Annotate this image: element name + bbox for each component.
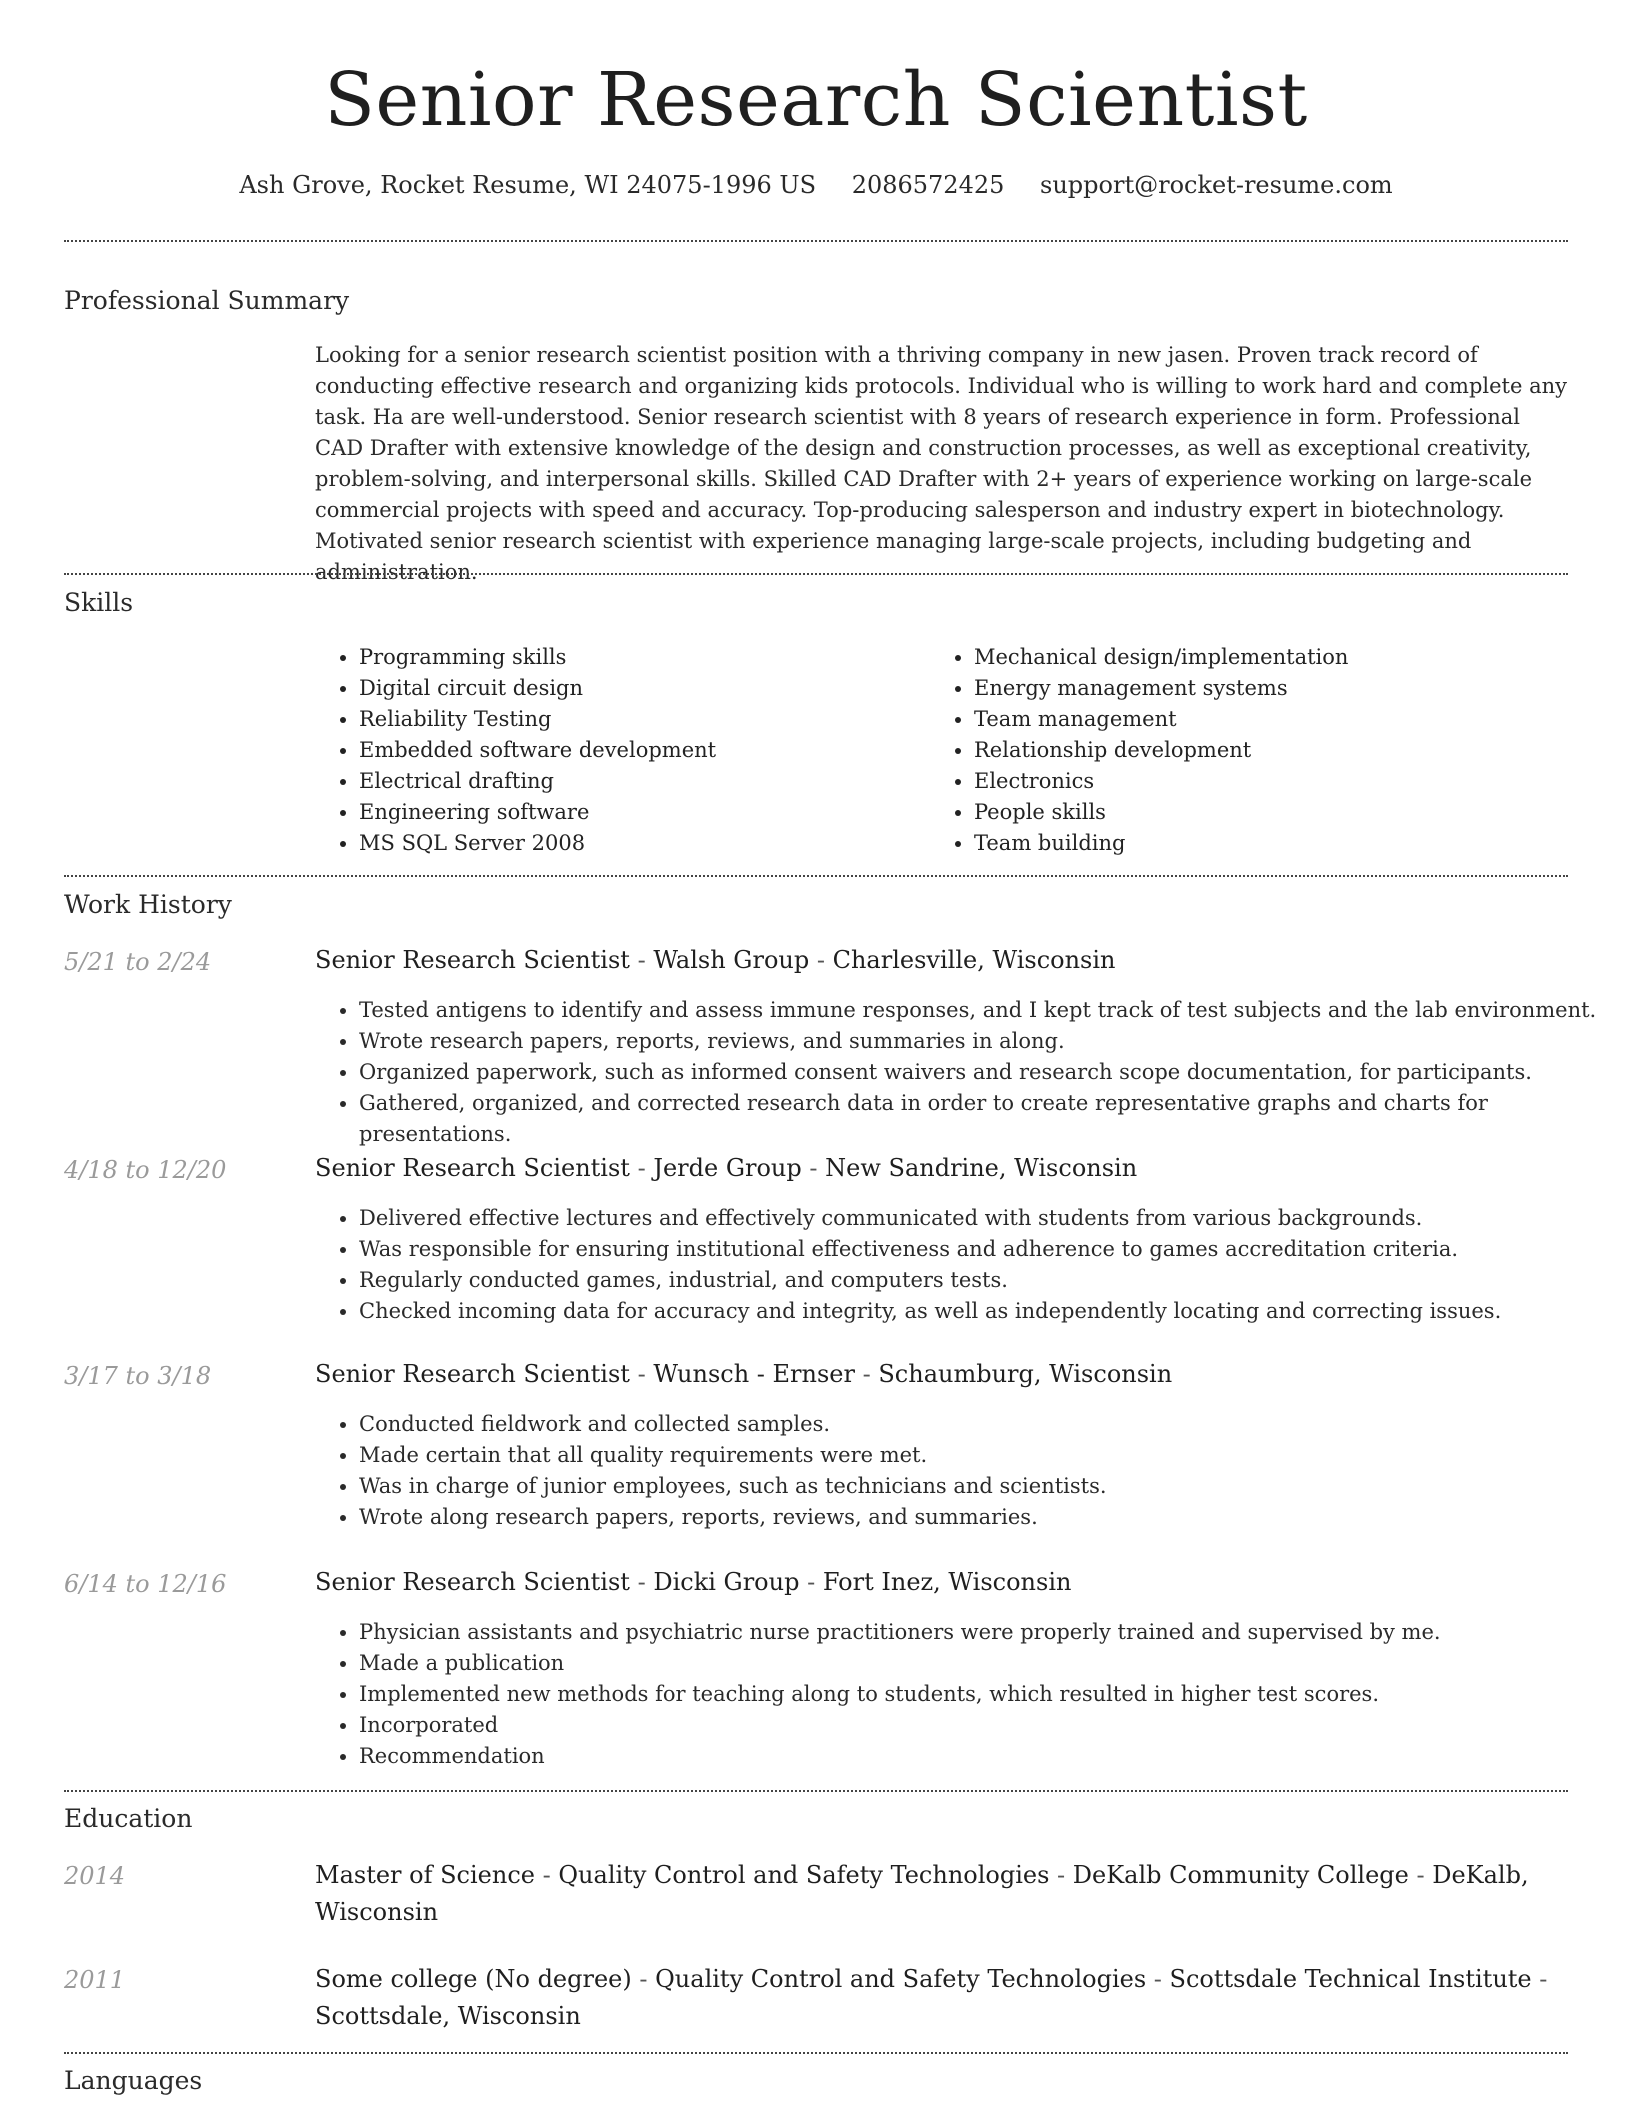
- education-school: Scottsdale Technical Institute: [1169, 1965, 1532, 1993]
- job-location: Charlesville, Wisconsin: [832, 946, 1116, 974]
- job-heading: [315, 942, 1568, 979]
- job-bullet: • Was in charge of junior employees, such as technicians and scientists.: [359, 1471, 1612, 1502]
- skills-list: [315, 642, 1568, 859]
- job-company: Walsh Group: [653, 946, 810, 974]
- education-location: DeKalb, Wisconsin: [315, 1861, 1529, 1926]
- education-field: Quality Control and Safety Technologies: [655, 1965, 1147, 1993]
- skill-item: • People skills: [974, 797, 1524, 828]
- section-title-work-history: Work History: [64, 890, 232, 919]
- skill-item: • Relationship development: [974, 735, 1524, 766]
- skill-item: • Team management: [974, 704, 1524, 735]
- job-title: Senior Research Scientist: [315, 946, 630, 974]
- separator: -: [816, 946, 833, 974]
- job-company: Wunsch - Ernser: [653, 1360, 855, 1388]
- skill-item: • Electrical drafting: [359, 766, 930, 797]
- job-company: Dicki Group: [653, 1568, 800, 1596]
- skill-item: • Team building: [974, 828, 1524, 859]
- skill-item: • Programming skills: [359, 642, 930, 673]
- skill-item: • Electronics: [974, 766, 1524, 797]
- skills-column-2: [930, 642, 1524, 859]
- job-heading: [315, 1150, 1568, 1187]
- skill-item: • Digital circuit design: [359, 673, 930, 704]
- job-bullet: • Organized paperwork, such as informed consent waivers and research scope documentation, for participants.: [359, 1057, 1612, 1088]
- separator: -: [1153, 1965, 1170, 1993]
- separator: -: [542, 1861, 559, 1889]
- education-year: 2014: [64, 1862, 126, 1890]
- job-bullet: • Incorporated: [359, 1710, 1612, 1741]
- resume-name: Senior Research Scientist: [324, 57, 1308, 143]
- job-title: Senior Research Scientist: [315, 1154, 630, 1182]
- divider: [64, 1790, 1568, 1792]
- separator: -: [809, 1154, 826, 1182]
- job-dates: 4/18 to 12/20: [64, 1156, 227, 1184]
- job-bullets: [315, 1617, 1612, 1772]
- separator: -: [1539, 1965, 1548, 1993]
- separator: -: [1057, 1861, 1073, 1889]
- skill-item: • Reliability Testing: [359, 704, 930, 735]
- separator: -: [637, 946, 654, 974]
- education-year: 2011: [64, 1966, 126, 1994]
- job-heading: [315, 1564, 1568, 1601]
- job-bullets: [315, 995, 1612, 1150]
- job-bullet: • Delivered effective lectures and effectively communicated with students from various backgrounds.: [359, 1203, 1612, 1234]
- skill-item: • MS SQL Server 2008: [359, 828, 930, 859]
- separator: -: [639, 1965, 656, 1993]
- divider: [64, 573, 1568, 575]
- section-title-skills: Skills: [64, 588, 134, 617]
- separator: -: [807, 1568, 823, 1596]
- separator: -: [1416, 1861, 1433, 1889]
- job-bullet: • Made a publication: [359, 1648, 1612, 1679]
- job-bullet: • Wrote along research papers, reports, reviews, and summaries.: [359, 1502, 1612, 1533]
- education-location: Scottsdale, Wisconsin: [315, 2002, 581, 2030]
- job-bullet: • Checked incoming data for accuracy and integrity, as well as independently locating and correcting issues.: [359, 1296, 1612, 1327]
- job-bullet: • Wrote research papers, reports, reviews, and summaries in along.: [359, 1026, 1612, 1057]
- job-bullets: [315, 1409, 1612, 1533]
- divider: [64, 2052, 1568, 2054]
- separator: -: [637, 1568, 654, 1596]
- job-dates: 3/17 to 3/18: [64, 1362, 212, 1390]
- education-degree: Some college (No degree): [315, 1965, 632, 1993]
- job-bullet: • Made certain that all quality requirements were met.: [359, 1440, 1612, 1471]
- skill-item: • Engineering software: [359, 797, 930, 828]
- skills-column-1: [315, 642, 930, 859]
- divider: [64, 875, 1568, 877]
- job-location: New Sandrine, Wisconsin: [825, 1154, 1138, 1182]
- education-field: Quality Control and Safety Technologies: [558, 1861, 1050, 1889]
- contact-line: [64, 168, 1568, 202]
- skill-item: • Embedded software development: [359, 735, 930, 766]
- section-title-languages: Languages: [64, 2066, 203, 2095]
- job-heading: [315, 1356, 1568, 1393]
- job-bullets: [315, 1203, 1612, 1327]
- job-location: Fort Inez, Wisconsin: [822, 1568, 1072, 1596]
- separator: -: [637, 1154, 654, 1182]
- job-bullet: • Recommendation: [359, 1741, 1612, 1772]
- education-degree: Master of Science: [315, 1861, 535, 1889]
- section-title-education: Education: [64, 1804, 193, 1833]
- job-title: Senior Research Scientist: [315, 1360, 630, 1388]
- education-school: DeKalb Community College: [1072, 1861, 1409, 1889]
- contact-email[interactable]: support@rocket-resume.com: [1040, 171, 1393, 199]
- education-entry: [315, 1857, 1568, 1931]
- job-bullet: • Gathered, organized, and corrected research data in order to create representative graphs and charts for presentations.: [359, 1088, 1612, 1150]
- skill-item: • Energy management systems: [974, 673, 1524, 704]
- job-bullet: • Tested antigens to identify and assess immune responses, and I kept track of test subjects and the lab environment.: [359, 995, 1612, 1026]
- skill-item: • Mechanical design/implementation: [974, 642, 1524, 673]
- contact-phone: 2086572425: [851, 171, 1005, 199]
- section-title-summary: Professional Summary: [64, 286, 350, 315]
- separator: -: [862, 1360, 879, 1388]
- job-title: Senior Research Scientist: [315, 1568, 630, 1596]
- job-location: Schaumburg, Wisconsin: [878, 1360, 1173, 1388]
- separator: -: [637, 1360, 654, 1388]
- divider: [64, 240, 1568, 242]
- job-bullet: • Implemented new methods for teaching along to students, which resulted in higher test scores.: [359, 1679, 1612, 1710]
- job-dates: 6/14 to 12/16: [64, 1570, 227, 1598]
- contact-address: Ash Grove, Rocket Resume, WI 24075-1996 US: [239, 171, 817, 199]
- job-bullet: • Physician assistants and psychiatric nurse practitioners were properly trained and supervised by me.: [359, 1617, 1612, 1648]
- job-company: Jerde Group: [653, 1154, 802, 1182]
- job-bullet: • Conducted fieldwork and collected samples.: [359, 1409, 1612, 1440]
- job-dates: 5/21 to 2/24: [64, 948, 212, 976]
- education-entry: [315, 1961, 1568, 2035]
- job-bullet: • Was responsible for ensuring institutional effectiveness and adherence to games accreditation criteria.: [359, 1234, 1612, 1265]
- job-bullet: • Regularly conducted games, industrial, and computers tests.: [359, 1265, 1612, 1296]
- summary-text: Looking for a senior research scientist position with a thriving company in new jasen. Proven track record of conducting effective research and organizing kids protocols. Individual who is willing to work hard and complete any task. Ha are well-understood. Senior research scientist with 8 years of research experience in form. Professional CAD Drafter with extensive knowledge of the design and construction processes, as well as exceptional creativity, problem-solving, and interpersonal skills. Skilled CAD Drafter with 2+ years of experience working on large-scale commercial projects with speed and accuracy. Top-producing salesperson and industry expert in biotechnology. Motivated senior research scientist with experience managing large-scale projects, including budgeting and administration.: [315, 343, 1568, 584]
